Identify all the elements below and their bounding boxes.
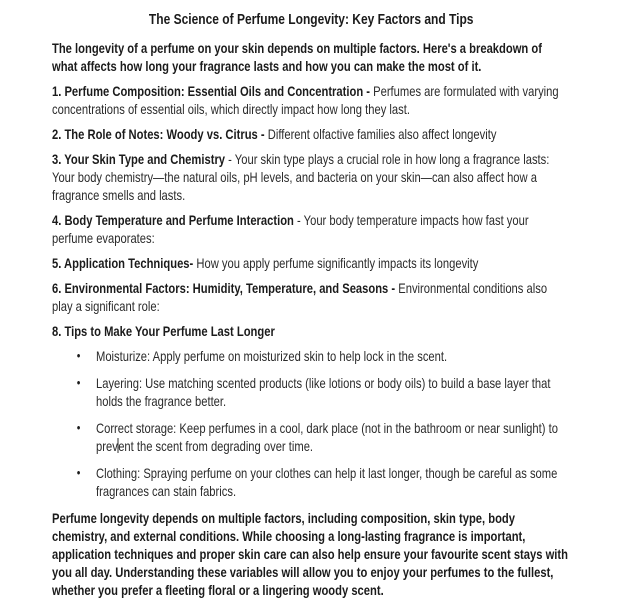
list-item-text: Moisturize: Apply perfume on moisturized skin to help lock in the scent. xyxy=(96,348,448,364)
bullet-icon: • xyxy=(76,375,81,390)
section-8-heading: 8. Tips to Make Your Perfume Last Longer xyxy=(52,323,275,339)
list-item-clothing[interactable] xyxy=(52,464,570,500)
conclusion-paragraph[interactable]: Perfume longevity depends on multiple factors, including composition, skin type, body chemistry, and external conditions. While choosing a long-lasting fragrance is important, application techniques and proper skin care can also help ensure your favourite scent stays with you all day. Understanding these variables will allow you to enjoy your perfumes to the fullest, whether you prefer a fleeting floral or a lingering woody scent. xyxy=(52,510,568,598)
tips-list xyxy=(52,347,570,500)
document-canvas[interactable] xyxy=(52,10,570,606)
list-item-layering[interactable] xyxy=(52,374,570,410)
list-item-moisturize[interactable] xyxy=(52,347,570,365)
section-3-heading: 3. Your Skin Type and Chemistry xyxy=(52,151,226,167)
section-paragraph-4[interactable] xyxy=(52,211,570,247)
list-item-text-before-caret: Correct storage: Keep perfumes in a cool, dark place (not in the bathroom or near sunlight) to prev xyxy=(96,420,558,454)
section-2-heading: 2. The Role of Notes: Woody vs. Citrus - xyxy=(52,126,265,142)
bullet-icon: • xyxy=(76,420,81,435)
bullet-icon: • xyxy=(76,348,81,363)
section-paragraph-3[interactable] xyxy=(52,150,570,204)
section-paragraph-5[interactable] xyxy=(52,254,570,272)
section-paragraph-8[interactable] xyxy=(52,322,570,340)
list-item-text: Clothing: Spraying perfume on your clothes can help it last longer, though be careful as some fragrances can stain fabrics. xyxy=(96,465,558,499)
section-6-body: Environmental conditions also play a significant role: xyxy=(52,280,548,314)
section-1-heading: 1. Perfume Composition: Essential Oils and Concentration - xyxy=(52,83,371,99)
section-paragraph-6[interactable] xyxy=(52,279,570,315)
section-paragraph-1[interactable] xyxy=(52,82,570,118)
section-paragraph-2[interactable] xyxy=(52,125,570,143)
section-2-body: Different olfactive families also affect longevity xyxy=(264,126,497,142)
section-4-body: - Your body temperature impacts how fast your perfume evaporates: xyxy=(52,212,529,246)
bullet-icon: • xyxy=(76,465,81,480)
document-title[interactable]: The Science of Perfume Longevity: Key Factors and Tips xyxy=(148,11,474,28)
list-item-correct-storage[interactable] xyxy=(52,419,570,455)
section-6-heading: 6. Environmental Factors: Humidity, Temperature, and Seasons - xyxy=(52,280,396,296)
section-1-body: Perfumes are formulated with varying concentrations of essential oils, which directly impact how long they last. xyxy=(52,83,559,117)
list-item-text-after-caret: ent the scent from degrading over time. xyxy=(118,438,314,454)
section-4-heading: 4. Body Temperature and Perfume Interaction xyxy=(52,212,294,228)
intro-paragraph[interactable]: The longevity of a perfume on your skin depends on multiple factors. Here's a breakdown of what affects how long your fragrance lasts and how you can make the most of it. xyxy=(52,40,542,74)
section-5-heading: 5. Application Techniques- xyxy=(52,255,194,271)
section-3-body: - Your skin type plays a crucial role in how long a fragrance lasts: Your body chemistry—the natural oils, pH levels, and bacteria on your skin—can also affect how a fragrance smells and lasts. xyxy=(52,151,550,203)
list-item-text: Layering: Use matching scented products (like lotions or body oils) to build a base layer that holds the fragrance better. xyxy=(96,375,551,409)
section-5-body: How you apply perfume significantly impacts its longevity xyxy=(193,255,479,271)
